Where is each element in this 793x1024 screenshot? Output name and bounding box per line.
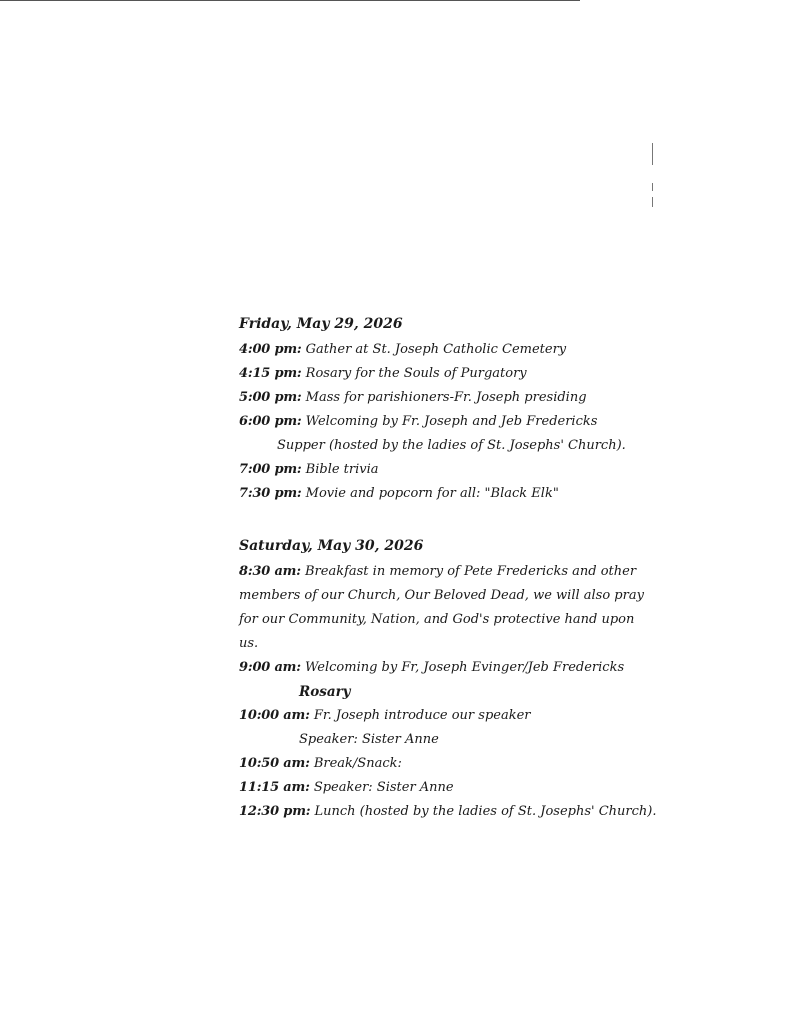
item-text: Gather at St. Joseph Catholic Cemetery bbox=[305, 342, 567, 357]
item-time: 10:50 am: bbox=[239, 756, 310, 771]
item-text: Speaker: Sister Anne bbox=[299, 732, 439, 747]
schedule-item bbox=[239, 800, 659, 824]
item-time: 4:15 pm: bbox=[239, 366, 302, 381]
item-text: Mass for parishioners-Fr. Joseph presiding bbox=[305, 390, 587, 405]
item-text: Bible trivia bbox=[305, 462, 379, 477]
schedule-item bbox=[239, 752, 659, 776]
schedule-item-continued: for our Community, Nation, and God's protective hand upon bbox=[239, 612, 635, 627]
item-text: Breakfast in memory of Pete Fredericks and other bbox=[304, 564, 637, 579]
item-text: Welcoming by Fr. Joseph and Jeb Fredericks bbox=[305, 414, 598, 429]
friday-schedule bbox=[239, 314, 659, 506]
friday-heading: Friday, May 29, 2026 bbox=[239, 316, 403, 332]
item-text: Fr. Joseph introduce our speaker bbox=[313, 708, 531, 723]
schedule-item bbox=[239, 776, 659, 800]
item-text: Speaker: Sister Anne bbox=[313, 780, 454, 795]
item-time: 8:30 am: bbox=[239, 564, 301, 579]
schedule-subitem bbox=[239, 680, 659, 704]
item-time: 7:00 pm: bbox=[239, 462, 302, 477]
scan-top-rule bbox=[0, 0, 580, 1]
schedule-item bbox=[239, 482, 659, 506]
item-text: Break/Snack: bbox=[313, 756, 402, 771]
schedule-item bbox=[239, 338, 659, 362]
item-time: 7:30 pm: bbox=[239, 486, 302, 501]
schedule-item bbox=[239, 560, 659, 584]
item-time: 12:30 pm: bbox=[239, 804, 311, 819]
schedule-item bbox=[239, 386, 659, 410]
item-text: Lunch (hosted by the ladies of St. Josephs' Church). bbox=[314, 804, 657, 819]
schedule-subitem bbox=[239, 434, 659, 458]
schedule-item bbox=[239, 362, 659, 386]
item-time: 6:00 pm: bbox=[239, 414, 302, 429]
rosary-title: Rosary bbox=[299, 684, 351, 700]
item-text: Rosary for the Souls of Purgatory bbox=[305, 366, 527, 381]
item-time: 10:00 am: bbox=[239, 708, 310, 723]
item-time: 4:00 pm: bbox=[239, 342, 302, 357]
scan-mark bbox=[652, 197, 653, 207]
saturday-schedule bbox=[239, 536, 659, 824]
scan-mark bbox=[652, 143, 653, 165]
schedule-subitem bbox=[239, 728, 659, 752]
schedule-item-continued: members of our Church, Our Beloved Dead, we will also pray bbox=[239, 588, 644, 603]
item-text: Movie and popcorn for all: "Black Elk" bbox=[305, 486, 559, 501]
item-text: Welcoming by Fr, Joseph Evinger/Jeb Fredericks bbox=[304, 660, 625, 675]
item-text: Supper (hosted by the ladies of St. Josephs' Church). bbox=[277, 438, 626, 453]
schedule-item bbox=[239, 656, 659, 680]
saturday-heading: Saturday, May 30, 2026 bbox=[239, 538, 424, 554]
item-time: 9:00 am: bbox=[239, 660, 301, 675]
schedule-item-continued: us. bbox=[239, 636, 259, 651]
item-time: 5:00 pm: bbox=[239, 390, 302, 405]
scan-mark bbox=[652, 183, 653, 191]
item-time: 11:15 am: bbox=[239, 780, 310, 795]
schedule-item bbox=[239, 410, 659, 434]
schedule-item bbox=[239, 704, 659, 728]
schedule-item bbox=[239, 458, 659, 482]
